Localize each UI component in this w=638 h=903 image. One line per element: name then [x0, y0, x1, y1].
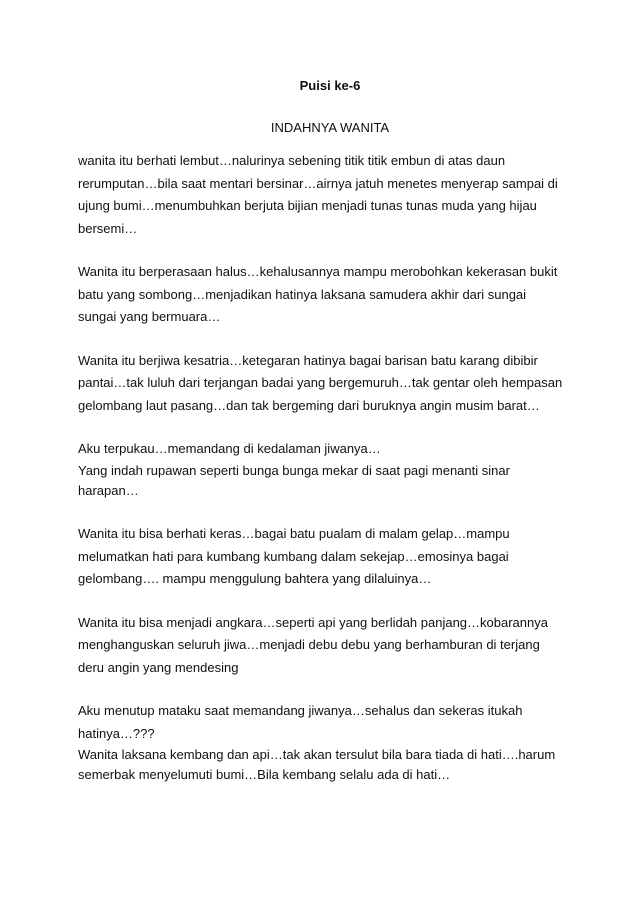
stanza-line: Aku menutup mataku saat memandang jiwanya…sehalus dan sekeras itukah — [78, 703, 523, 718]
stanza-line: rerumputan…bila saat mentari bersinar…airnya jatuh menetes menyerap sampai di — [78, 175, 558, 191]
stanza-2 — [78, 261, 578, 329]
stanza-4 — [78, 438, 578, 502]
stanza-line: melumatkan hati para kumbang kumbang dalam sekejap…emosinya bagai — [78, 548, 509, 564]
poem-title: INDAHNYA WANITA — [270, 120, 390, 135]
stanza-line: pantai…tak luluh dari terjangan badai yang bergemuruh…tak gentar oleh hempasan — [78, 375, 563, 390]
stanza-6 — [78, 612, 578, 680]
stanza-line: harapan… — [78, 482, 139, 498]
stanza-line: hatinya…??? — [78, 725, 155, 741]
stanza-line: Wanita itu bisa berhati keras…bagai batu pualam di malam gelap…mampu — [78, 526, 510, 541]
stanza-line: Aku terpukau…memandang di kedalaman jiwanya… — [78, 441, 381, 456]
stanza-line: Wanita itu bisa menjadi angkara…seperti api yang berlidah panjang…kobarannya — [78, 614, 548, 630]
stanza-line: gelombang laut pasang…dan tak bergeming dari buruknya angin musim barat… — [78, 397, 540, 413]
stanza-line: deru angin yang mendesing — [78, 659, 239, 675]
stanza-line: Wanita itu berjiwa kesatria…ketegaran hatinya bagai barisan batu karang dibibir — [78, 352, 538, 368]
stanza-line: bersemi… — [78, 220, 138, 236]
stanza-line: ujung bumi…menumbuhkan berjuta bijian menjadi tunas tunas muda yang hijau — [78, 198, 537, 213]
stanza-line: Wanita itu berperasaan halus…kehalusannya mampu merobohkan kekerasan bukit — [78, 264, 558, 279]
stanza-line: Yang indah rupawan seperti bunga bunga mekar di saat pagi menanti sinar — [78, 462, 510, 478]
stanza-line: wanita itu berhati lembut…nalurinya sebening titik titik embun di atas daun — [78, 153, 506, 168]
stanza-3 — [78, 350, 578, 418]
stanza-line: Wanita laksana kembang dan api…tak akan tersulut bila bara tiada di hati….harum — [78, 747, 556, 762]
stanza-1 — [78, 150, 578, 240]
stanza-line: gelombang…. mampu menggulung bahtera yang dilaluinya… — [78, 571, 432, 586]
poem-body — [78, 150, 578, 808]
stanza-line: menghanguskan seluruh jiwa…menjadi debu debu yang berhamburan di terjang — [78, 637, 540, 652]
stanza-line: batu yang sombong…menjadikan hatinya laksana samudera akhir dari sungai — [78, 286, 527, 302]
stanza-line: semerbak menyelumuti bumi…Bila kembang selalu ada di hati… — [78, 767, 451, 782]
stanza-line: sungai yang bermuara… — [78, 309, 221, 324]
stanza-7 — [78, 700, 578, 787]
stanza-5 — [78, 523, 578, 591]
poem-number-title: Puisi ke-6 — [299, 78, 361, 93]
